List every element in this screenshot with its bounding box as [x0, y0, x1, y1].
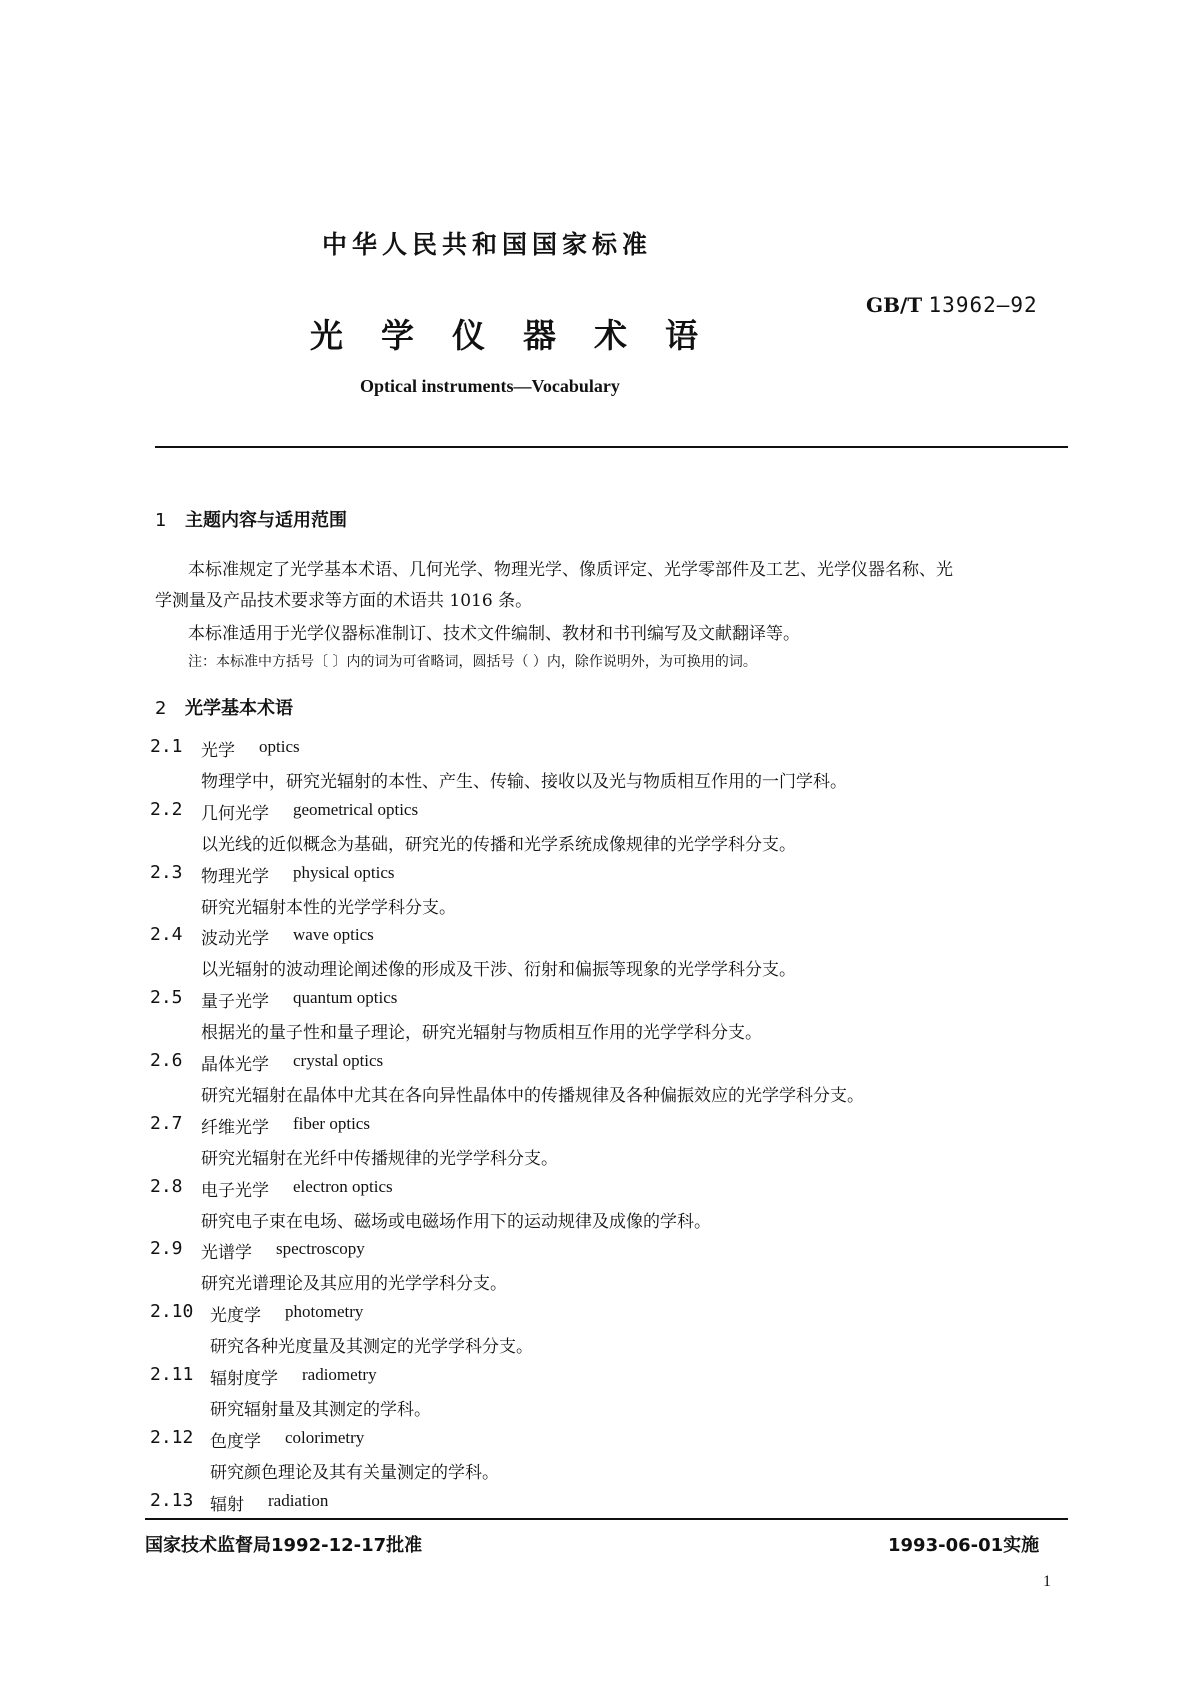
term-name-en: radiometry: [302, 1365, 377, 1384]
term-definition: 以光辐射的波动理论阐述像的形成及干涉、衍射和偏振等现象的光学学科分支。: [201, 960, 796, 980]
term-number: 2.5: [150, 987, 183, 1008]
term-number: 2.3: [150, 862, 183, 883]
term-definition: 研究光辐射在晶体中尤其在各向异性晶体中的传播规律及各种偏振效应的光学学科分支。: [201, 1086, 864, 1106]
footer-divider: [145, 1518, 1068, 1520]
scope-paragraph-line2: 学测量及产品技术要求等方面的术语共 1016 条。: [155, 591, 533, 611]
national-standard-heading: 中华人民共和国国家标准: [322, 230, 653, 259]
bracket-note: 注：本标准中方括号〔 〕内的词为可省略词，圆括号（ ）内，除作说明外，为可换用的词。: [188, 654, 757, 670]
term-definition: 物理学中，研究光辐射的本性、产生、传输、接收以及光与物质相互作用的一门学科。: [201, 772, 847, 792]
term-definition: 以光线的近似概念为基础，研究光的传播和光学系统成像规律的光学学科分支。: [201, 835, 796, 855]
term-definition: 研究光辐射本性的光学学科分支。: [201, 898, 456, 918]
term-definition: 根据光的量子性和量子理论，研究光辐射与物质相互作用的光学学科分支。: [201, 1023, 762, 1043]
term-number: 2.13: [150, 1490, 194, 1511]
standard-number: [866, 293, 1038, 317]
section-title: 光学基本术语: [185, 698, 293, 719]
document-title: 光学仪器术语: [310, 316, 736, 355]
term-name-cn: 光度学: [210, 1306, 261, 1326]
term-name-en: quantum optics: [293, 988, 398, 1007]
document-title-en: Optical instruments—Vocabulary: [360, 376, 620, 396]
term-name-cn: 几何光学: [201, 804, 269, 824]
term-number: 2.10: [150, 1301, 194, 1322]
term-name-en: electron optics: [293, 1177, 393, 1196]
term-definition: 研究电子束在电场、磁场或电磁场作用下的运动规律及成像的学科。: [201, 1212, 711, 1232]
term-name-cn: 光谱学: [201, 1243, 252, 1263]
section-number: 1: [155, 510, 167, 531]
term-number: 2.1: [150, 736, 183, 757]
term-name-en: fiber optics: [293, 1114, 370, 1133]
term-number: 2.8: [150, 1176, 183, 1197]
term-number: 2.6: [150, 1050, 183, 1071]
term-name-en: geometrical optics: [293, 800, 419, 819]
section-2-heading: [155, 694, 293, 720]
term-name-en: optics: [259, 737, 300, 756]
term-definition: 研究颜色理论及其有关量测定的学科。: [210, 1463, 499, 1483]
section-title: 主题内容与适用范围: [185, 510, 347, 531]
term-definition: 研究光辐射在光纤中传播规律的光学学科分支。: [201, 1149, 558, 1169]
term-name-cn: 辐射: [210, 1495, 244, 1515]
term-name-en: wave optics: [293, 925, 374, 944]
term-name-cn: 量子光学: [201, 992, 269, 1012]
term-definition: 研究光谱理论及其应用的光学学科分支。: [201, 1274, 507, 1294]
term-definition: 研究各种光度量及其测定的光学学科分支。: [210, 1337, 533, 1357]
standard-code: 13962—92: [928, 293, 1038, 317]
term-number: 2.2: [150, 799, 183, 820]
term-name-cn: 波动光学: [201, 929, 269, 949]
application-paragraph: 本标准适用于光学仪器标准制订、技术文件编制、教材和书刊编写及文献翻译等。: [188, 624, 800, 644]
term-name-cn: 物理光学: [201, 867, 269, 887]
term-name-en: spectroscopy: [276, 1239, 365, 1258]
term-number: 2.4: [150, 924, 183, 945]
term-name-cn: 纤维光学: [201, 1118, 269, 1138]
term-name-cn: 晶体光学: [201, 1055, 269, 1075]
term-name-en: colorimetry: [285, 1428, 365, 1447]
term-number: 2.12: [150, 1427, 194, 1448]
term-name-cn: 光学: [201, 741, 235, 761]
term-number: 2.9: [150, 1238, 183, 1259]
effective-date: 1993-06-01实施: [888, 1535, 1040, 1556]
term-name-en: photometry: [285, 1302, 364, 1321]
section-number: 2: [155, 698, 167, 719]
term-name-en: physical optics: [293, 863, 395, 882]
term-name-en: crystal optics: [293, 1051, 384, 1070]
term-definition: 研究辐射量及其测定的学科。: [210, 1400, 431, 1420]
page-number: 1: [1043, 1573, 1051, 1590]
term-number: 2.7: [150, 1113, 183, 1134]
term-name-cn: 色度学: [210, 1432, 261, 1452]
section-1-heading: [155, 506, 347, 532]
standard-prefix: GB/T: [866, 293, 923, 317]
scope-paragraph-line1: 本标准规定了光学基本术语、几何光学、物理光学、像质评定、光学零部件及工艺、光学仪器名称、光: [188, 560, 953, 580]
term-name-cn: 电子光学: [201, 1181, 269, 1201]
header-divider: [155, 446, 1068, 448]
term-name-cn: 辐射度学: [210, 1369, 278, 1389]
term-number: 2.11: [150, 1364, 194, 1385]
term-name-en: radiation: [268, 1491, 329, 1510]
approval-line: 国家技术监督局1992-12-17批准: [145, 1535, 423, 1556]
